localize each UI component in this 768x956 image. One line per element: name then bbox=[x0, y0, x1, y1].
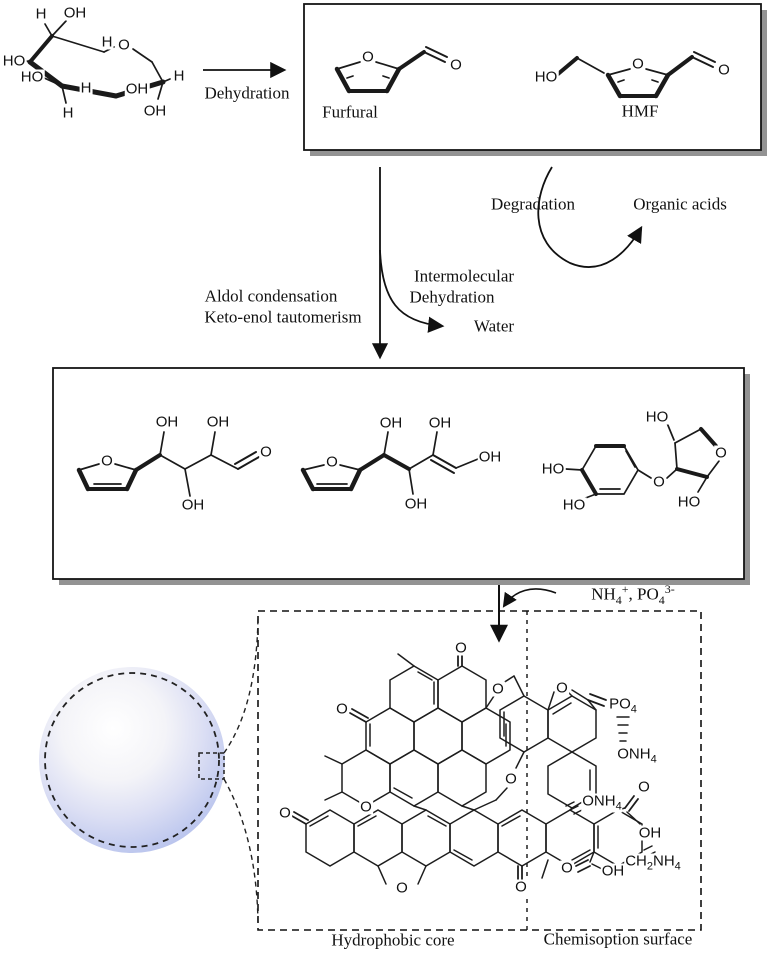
atom-label-oh: OH bbox=[601, 862, 625, 880]
furfural-label: Furfural bbox=[322, 102, 378, 122]
atom-label-o: O bbox=[515, 878, 527, 896]
degradation-label: Degradation bbox=[490, 194, 576, 214]
atom-label-o: O bbox=[561, 859, 573, 877]
magnified-region-box bbox=[258, 611, 701, 930]
atom-label-o: O bbox=[505, 770, 517, 788]
dehydration-label: Dehydration bbox=[204, 83, 290, 103]
atom-label-ho: HO bbox=[20, 68, 44, 86]
intermediates-box bbox=[53, 368, 750, 585]
atom-label-h: H bbox=[173, 67, 185, 85]
atom-label-o: O bbox=[360, 798, 372, 816]
atom-label-h: H bbox=[35, 5, 47, 23]
onh4-label: $ONH_4$ bbox=[617, 745, 657, 766]
atom-label-o: O bbox=[279, 804, 291, 822]
atom-label-o: O bbox=[632, 55, 644, 73]
atom-label-ho: HO bbox=[562, 496, 586, 514]
atom-label-o: O bbox=[638, 778, 650, 796]
atom-label-oh: OH bbox=[143, 102, 167, 120]
atom-label-o: O bbox=[336, 700, 348, 718]
atom-label-ho: HO bbox=[2, 52, 26, 70]
atom-label-oh: OH bbox=[404, 495, 428, 513]
atom-label-oh: OH bbox=[638, 824, 662, 842]
aldol-condensation-label: Aldol condensation bbox=[204, 286, 338, 306]
dehydration2-label: Dehydration bbox=[409, 287, 495, 307]
intermolecular-label: Intermolecular bbox=[413, 266, 515, 286]
atom-label-oh: OH bbox=[478, 448, 502, 466]
atom-label-oh: OH bbox=[428, 414, 452, 432]
atom-label-o: O bbox=[362, 48, 374, 66]
atom-label-o: O bbox=[118, 36, 130, 54]
chemisorption-surface-label: Chemisoption surface bbox=[543, 929, 693, 949]
onh4-label: $ONH_4$ bbox=[582, 792, 622, 813]
nh4-po4-label: $NH_4^+$, $PO_4^{3-}$ bbox=[591, 581, 675, 607]
atom-label-ho: HO bbox=[534, 68, 558, 86]
micelle-sphere bbox=[39, 616, 258, 924]
atom-label-ho: HO bbox=[541, 460, 565, 478]
atom-label-o: O bbox=[101, 452, 113, 470]
polymer-structure bbox=[292, 654, 658, 884]
po4-label: $PO_4$ bbox=[609, 695, 637, 716]
degradation-arrow bbox=[538, 167, 641, 267]
atom-label-ho: HO bbox=[677, 493, 701, 511]
atom-label-o: O bbox=[450, 56, 462, 74]
hydrophobic-core-label: Hydrophobic core bbox=[331, 930, 455, 950]
organic-acids-label: Organic acids bbox=[633, 194, 727, 214]
ch2nh4-label: $CH_2NH_4$ bbox=[625, 852, 681, 873]
atom-label-oh: OH bbox=[379, 414, 403, 432]
atom-label-h: H bbox=[101, 33, 113, 51]
atom-label-o: O bbox=[718, 61, 730, 79]
atom-label-o: O bbox=[492, 680, 504, 698]
atom-label-o: O bbox=[260, 443, 272, 461]
atom-label-o: O bbox=[715, 444, 727, 462]
atom-label-oh: OH bbox=[181, 496, 205, 514]
atom-label-oh: OH bbox=[206, 413, 230, 431]
atom-label-h: H bbox=[62, 104, 74, 122]
atom-label-ho: HO bbox=[645, 408, 669, 426]
atom-label-o: O bbox=[556, 679, 568, 697]
hmf-label: HMF bbox=[621, 101, 659, 121]
atom-label-oh: OH bbox=[63, 4, 87, 22]
keto-enol-label: Keto-enol tautomerism bbox=[204, 307, 362, 327]
atom-label-o: O bbox=[653, 473, 665, 491]
atom-label-h: H bbox=[80, 79, 92, 97]
atom-label-o: O bbox=[455, 639, 467, 657]
atom-label-o: O bbox=[396, 879, 408, 897]
atom-label-oh: OH bbox=[155, 413, 179, 431]
atom-label-oh: OH bbox=[125, 80, 149, 98]
water-label: Water bbox=[473, 316, 515, 336]
atom-label-o: O bbox=[326, 453, 338, 471]
